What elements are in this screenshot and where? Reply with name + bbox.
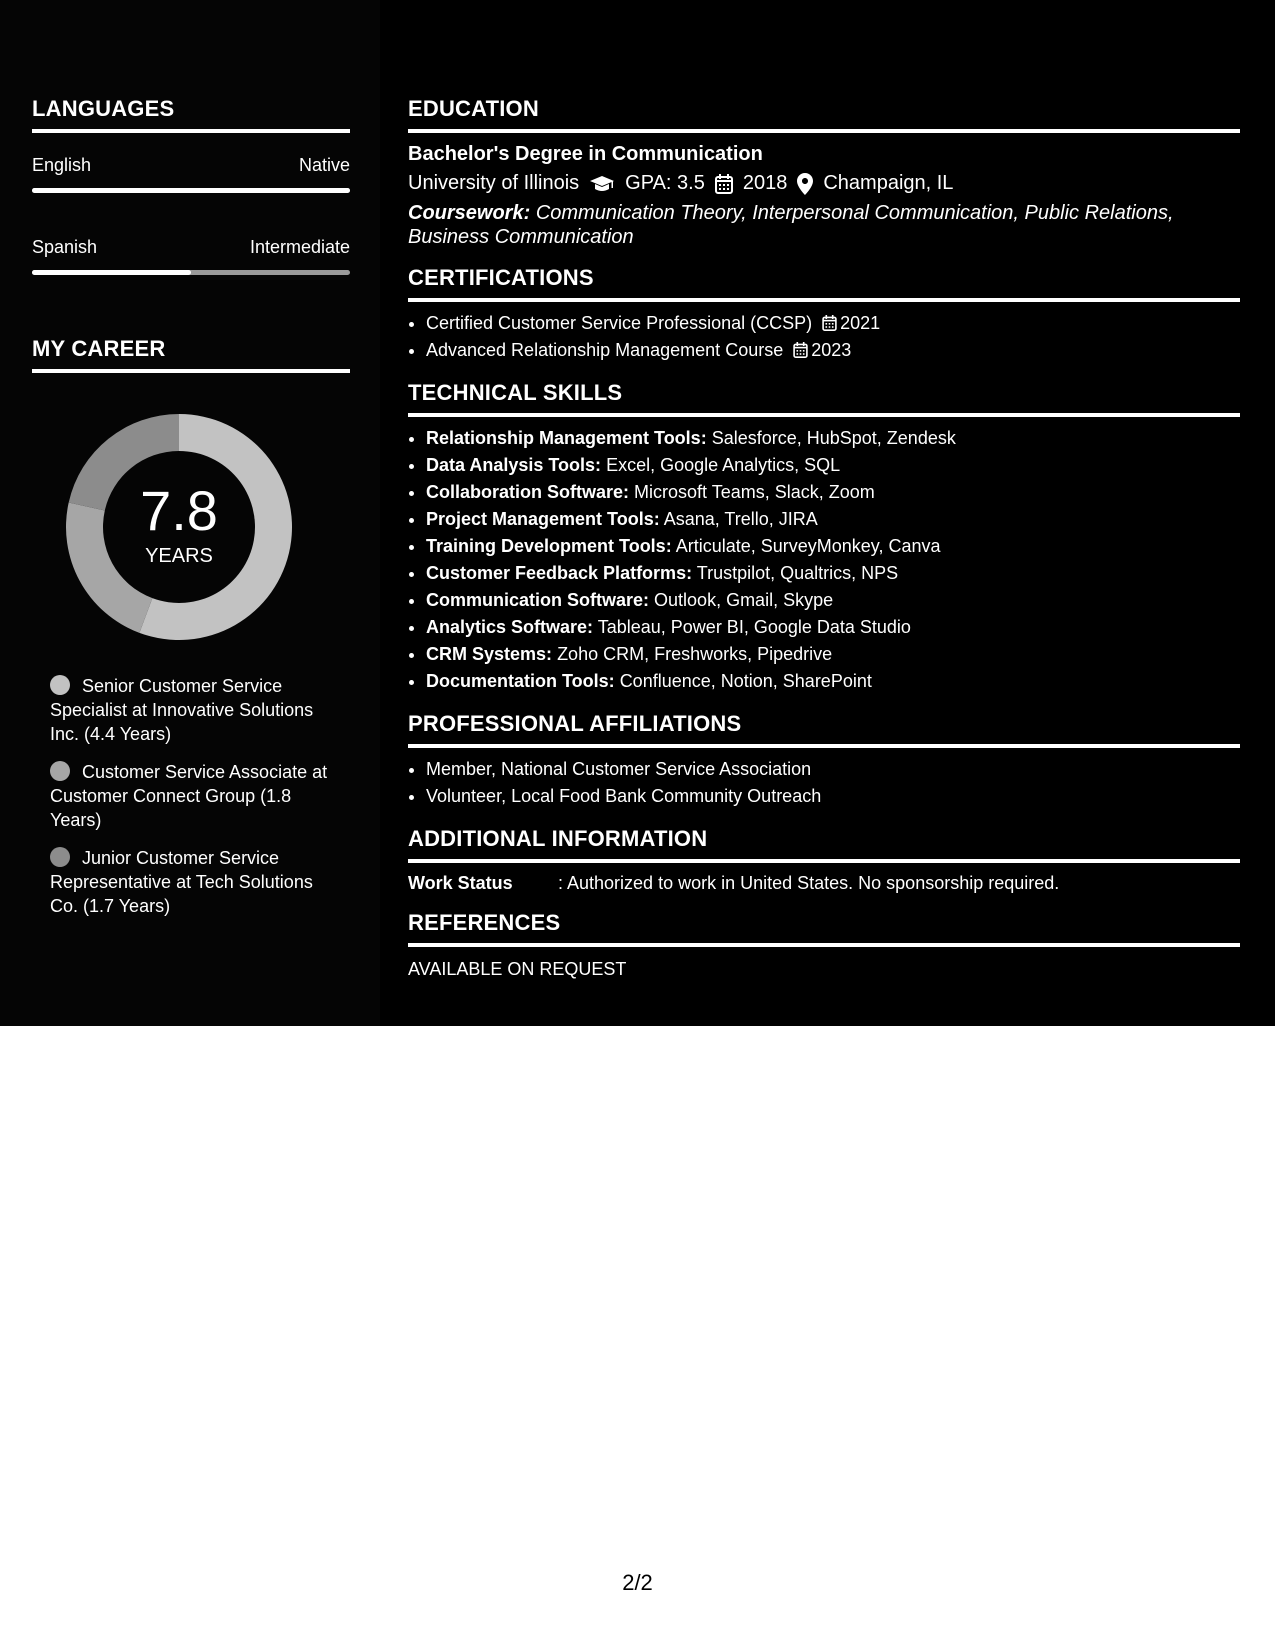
school-location: Champaign, IL bbox=[823, 172, 954, 194]
career-total-years: 7.8 bbox=[140, 478, 218, 542]
language-item-english bbox=[32, 155, 350, 193]
certification-name: Advanced Relationship Management Course bbox=[426, 340, 784, 360]
sidebar bbox=[0, 0, 380, 1026]
role-text: Customer Service Associate at Customer Connect Group (1.8 Years) bbox=[50, 762, 328, 830]
technical-skills-title: TECHNICAL SKILLS bbox=[408, 380, 623, 405]
skill-item bbox=[426, 668, 1240, 695]
role-text: Senior Customer Service Specialist at Innovative Solutions Inc. (4.4 Years) bbox=[50, 676, 314, 744]
skill-tools: Asana, Trello, JIRA bbox=[663, 509, 818, 529]
work-status-row bbox=[408, 873, 1240, 894]
career-role-item bbox=[50, 674, 340, 746]
references-section bbox=[408, 910, 1240, 980]
skill-category: Documentation Tools: bbox=[426, 671, 615, 691]
career-role-item bbox=[50, 846, 340, 918]
skill-category: Project Management Tools: bbox=[426, 509, 660, 529]
coursework-list: Communication Theory, Interpersonal Communication, Public Relations, Business Communication bbox=[408, 202, 1174, 248]
skill-item bbox=[426, 587, 1240, 614]
certification-year: 2023 bbox=[811, 340, 852, 360]
location-pin-icon bbox=[797, 173, 813, 195]
calendar-icon bbox=[793, 342, 808, 358]
career-donut-chart bbox=[66, 414, 292, 640]
career-section bbox=[32, 336, 350, 373]
skill-category: Collaboration Software: bbox=[426, 482, 630, 502]
skill-item bbox=[426, 560, 1240, 587]
coursework-label: Coursework: bbox=[408, 202, 531, 224]
references-text: AVAILABLE ON REQUEST bbox=[408, 959, 627, 979]
language-item-spanish bbox=[32, 237, 350, 275]
skill-category: CRM Systems: bbox=[426, 644, 553, 664]
certifications-title: CERTIFICATIONS bbox=[408, 265, 594, 290]
calendar-icon bbox=[822, 315, 837, 331]
education-section bbox=[408, 96, 1240, 249]
certification-item bbox=[426, 337, 1240, 364]
languages-rule bbox=[32, 129, 350, 133]
skill-category: Training Development Tools: bbox=[426, 536, 672, 556]
affiliation-item: • Volunteer, Local Food Bank Community Outreach bbox=[426, 783, 1240, 810]
language-proficiency-bar bbox=[32, 270, 350, 275]
main-column bbox=[408, 96, 1240, 996]
language-level: Intermediate bbox=[249, 237, 350, 257]
certifications-section bbox=[408, 265, 1240, 364]
skill-category: Data Analysis Tools: bbox=[426, 455, 602, 475]
career-rule bbox=[32, 369, 350, 373]
skill-category: Communication Software: bbox=[426, 590, 650, 610]
skill-category: Customer Feedback Platforms: bbox=[426, 563, 693, 583]
affiliations-section bbox=[408, 711, 1240, 810]
education-title: EDUCATION bbox=[408, 96, 539, 121]
affiliation-item: • Member, National Customer Service Association bbox=[426, 756, 1240, 783]
skill-item bbox=[426, 533, 1240, 560]
role-color-dot bbox=[50, 761, 70, 781]
donut-center-label bbox=[66, 414, 292, 640]
references-title: REFERENCES bbox=[408, 910, 561, 935]
certifications-rule bbox=[408, 298, 1240, 302]
skill-category: Relationship Management Tools: bbox=[426, 428, 707, 448]
references-rule bbox=[408, 943, 1240, 947]
skill-item bbox=[426, 425, 1240, 452]
calendar-icon bbox=[715, 174, 733, 194]
technical-skills-section bbox=[408, 380, 1240, 695]
certification-item bbox=[426, 310, 1240, 337]
role-text: Junior Customer Service Representative at Tech Solutions Co. (1.7 Years) bbox=[50, 848, 313, 916]
work-status-label: Work Status bbox=[408, 873, 513, 893]
technical-skills-rule bbox=[408, 413, 1240, 417]
career-title: MY CAREER bbox=[32, 336, 166, 361]
career-role-item bbox=[50, 760, 340, 832]
skill-item bbox=[426, 506, 1240, 533]
education-rule bbox=[408, 129, 1240, 133]
skill-tools: Outlook, Gmail, Skype bbox=[654, 590, 834, 610]
skill-tools: Microsoft Teams, Slack, Zoom bbox=[634, 482, 875, 502]
affiliations-title: PROFESSIONAL AFFILIATIONS bbox=[408, 711, 742, 736]
work-status-value: : Authorized to work in United States. No sponsorship required. bbox=[558, 873, 1060, 893]
role-color-dot bbox=[50, 675, 70, 695]
language-proficiency-fill bbox=[32, 188, 350, 193]
skill-tools: Articulate, SurveyMonkey, Canva bbox=[675, 536, 941, 556]
skill-tools: Tableau, Power BI, Google Data Studio bbox=[597, 617, 911, 637]
page-number: 2/2 bbox=[622, 1570, 653, 1595]
additional-info-rule bbox=[408, 859, 1240, 863]
degree-name: Bachelor's Degree in Communication bbox=[408, 143, 763, 165]
skill-tools: Confluence, Notion, SharePoint bbox=[619, 671, 872, 691]
education-details bbox=[408, 172, 1240, 195]
skill-item bbox=[426, 641, 1240, 668]
skill-tools: Zoho CRM, Freshworks, Pipedrive bbox=[557, 644, 833, 664]
certifications-list bbox=[408, 310, 1240, 364]
affiliations-rule bbox=[408, 744, 1240, 748]
school-name: University of Illinois bbox=[408, 172, 580, 194]
language-proficiency-fill bbox=[32, 270, 191, 275]
language-level: Native bbox=[298, 155, 350, 175]
graduation-cap-icon bbox=[589, 175, 615, 193]
languages-section bbox=[32, 96, 350, 275]
additional-info-title: ADDITIONAL INFORMATION bbox=[408, 826, 708, 851]
skill-item bbox=[426, 479, 1240, 506]
career-role-list bbox=[50, 674, 340, 932]
gpa: GPA: 3.5 bbox=[625, 172, 705, 194]
certification-year: 2021 bbox=[840, 313, 881, 333]
technical-skills-list bbox=[408, 425, 1240, 695]
coursework bbox=[408, 201, 1240, 249]
skill-tools: Trustpilot, Qualtrics, NPS bbox=[696, 563, 899, 583]
additional-info-section bbox=[408, 826, 1240, 894]
skill-tools: Excel, Google Analytics, SQL bbox=[606, 455, 841, 475]
language-name: Spanish bbox=[32, 237, 98, 257]
skill-item bbox=[426, 614, 1240, 641]
affiliations-list bbox=[408, 756, 1240, 810]
career-years-unit: YEARS bbox=[145, 544, 213, 567]
skill-tools: Salesforce, HubSpot, Zendesk bbox=[711, 428, 956, 448]
language-proficiency-bar bbox=[32, 188, 350, 193]
language-name: English bbox=[32, 155, 92, 175]
languages-title: LANGUAGES bbox=[32, 96, 175, 121]
skill-category: Analytics Software: bbox=[426, 617, 594, 637]
skill-item bbox=[426, 452, 1240, 479]
graduation-year: 2018 bbox=[742, 172, 788, 194]
certification-name: Certified Customer Service Professional (CCSP) bbox=[426, 313, 813, 333]
role-color-dot bbox=[50, 847, 70, 867]
